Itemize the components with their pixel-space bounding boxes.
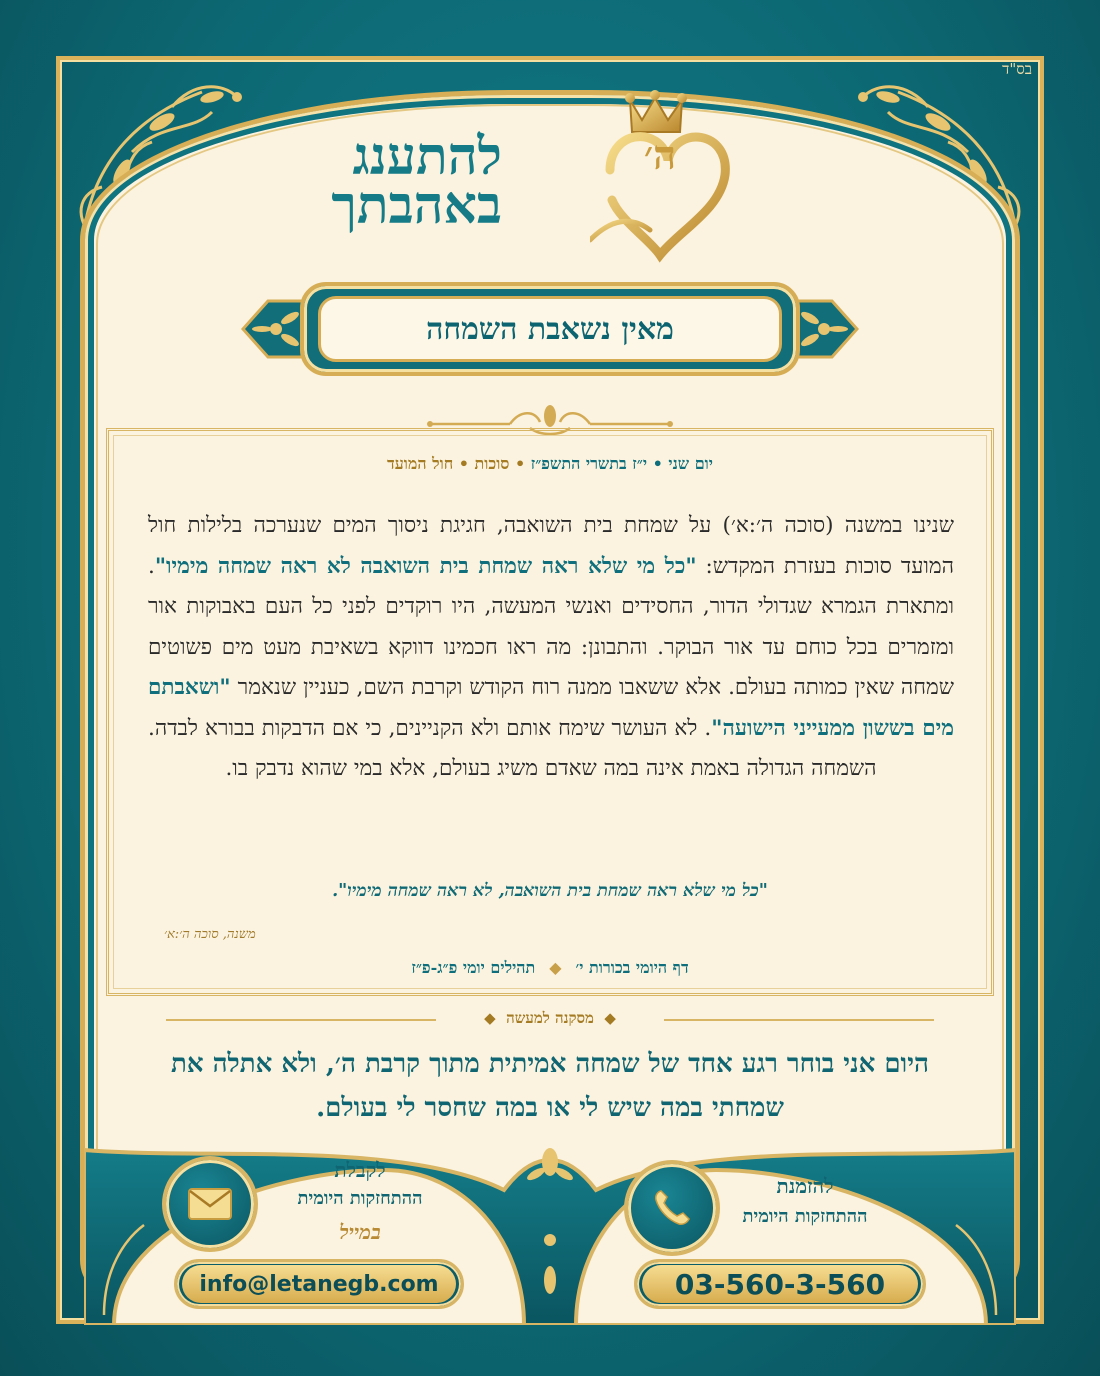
page-title: מאין נשאבת השמחה [426, 311, 674, 347]
body-verse-inline: "ושאבתם מים בששון ממעייני הישועה" [148, 675, 954, 741]
logo-text [331, 126, 502, 237]
body-part-3: . לא העושר שימח אותם ולא הקניינים, כי אם הדבקות בבורא לבדה. השמחה הגדולה באמת אינה במה שאדם משיג בעולם, אלא במי שהוא נדבק בו. [148, 715, 877, 781]
email-caption-line2: ההתחזקות היומית [297, 1188, 423, 1209]
diamond-icon: ◆ [604, 1009, 616, 1027]
phone-caption-line1: להזמנת [776, 1174, 834, 1198]
envelope-icon [187, 1187, 233, 1221]
body-quote-inline: "כל מי שלא ראה שמחת בית השואבה לא ראה שמחה מימיו" [154, 553, 697, 579]
conclusion-text: היום אני בוחר רגע אחד של שמחה אמיתית מתוך קרבת ה׳, ולא אתלה את שמחתי במה שיש לי או במה שחסר לי בעולם. [171, 1049, 929, 1123]
tehilim-yomi: תהילים יומי פ״ג-פ״ז [411, 958, 536, 977]
pull-quote: "כל מי שלא ראה שמחת בית השואבה, לא ראה שמחה מימיו". [332, 881, 768, 901]
conclusion-label-text: מסקנה למעשה [506, 1009, 594, 1027]
date-holiday: • סוכות • חול המועד [387, 454, 531, 473]
diamond-icon: ◆ [484, 1009, 496, 1027]
phone-icon [652, 1188, 692, 1228]
separator-diamond-icon: ◆ [549, 958, 562, 977]
date-line [106, 454, 994, 474]
daf-yomi: דף היומי בכורות י׳ [575, 958, 689, 977]
title-banner [238, 270, 862, 388]
body-part-1: שנינו במשנה (סוכה ה׳:א׳) על שמחת בית השואבה, חגיגת ניסוך המים שנערכה בלילות חול המועד סוכות בעזרת המקדש: [148, 513, 954, 579]
body-part-2: . ומתארת הגמרא שגדולי הדור, החסידים ואנשי המעשה, היו רוקדים לפני כל העם באבוקות אור ומזמרים בכל כוחם עד אור הבוקר. והתבונן: מה ראו חכמינו דווקא בשאיבת מעט מים פשוטים שמחה שאין כמותה בעולם. אלא ששאבו ממנה רוח הקודש וקרבת השם, כעניין שנאמר [148, 553, 954, 700]
bsd-mark: בס"ד [1002, 60, 1032, 78]
email-caption-line1: לקבלת [334, 1158, 386, 1182]
phone-caption-line2: ההתחזקות היומית [742, 1206, 868, 1227]
body-text [148, 506, 954, 790]
email-address[interactable]: info@letanegb.com [182, 1265, 456, 1303]
daily-study-line [106, 958, 994, 978]
banner-inner [318, 296, 782, 362]
logo-line-2: באהבתך [331, 175, 502, 237]
phone-number[interactable]: 03-560-3-560 [642, 1265, 918, 1303]
date-hebrew: יום שני • י״ז בתשרי התשפ״ז [530, 454, 713, 473]
quote-source: משנה, סוכה ה׳:א׳ [164, 927, 256, 942]
conclusion-label [106, 1009, 994, 1028]
logo-line-1: להתענג [352, 126, 502, 187]
email-caption-line3: במייל [339, 1220, 381, 1244]
logo-heart-crown [590, 90, 780, 270]
logo-heart-letter: ה׳ [643, 132, 677, 179]
email-icon-button[interactable] [162, 1156, 258, 1252]
